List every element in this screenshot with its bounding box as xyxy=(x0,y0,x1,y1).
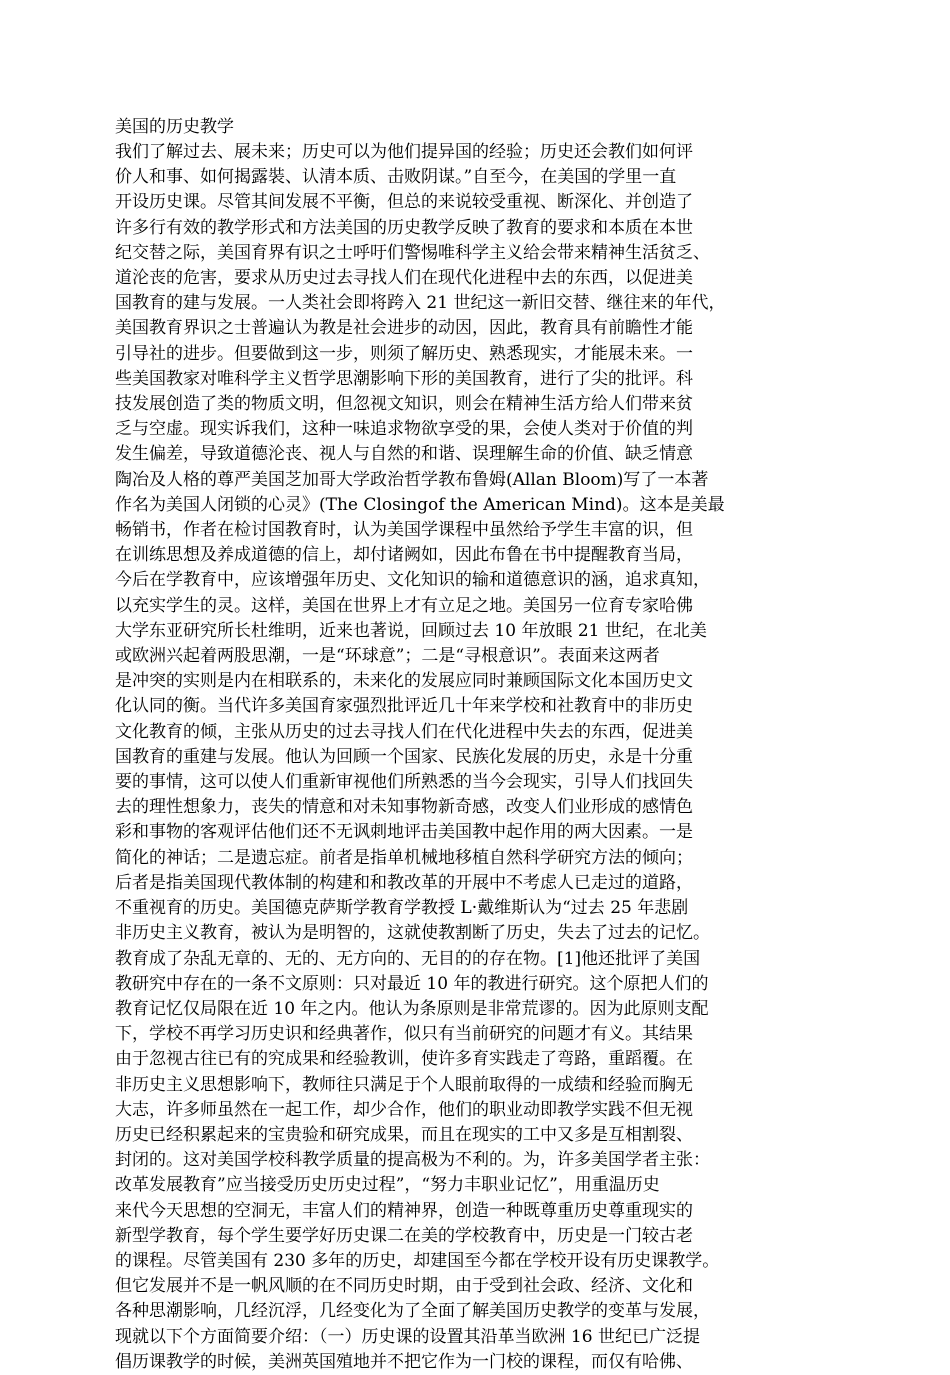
body-line: 纪交替之际，美国育界有识之士呼吁们警惕唯科学主义给会带来精神生活贫乏、 xyxy=(115,242,710,263)
body-line: 历史已经积累起来的宝贵验和研究成果，而且在现实的工中又多是互相割裂、 xyxy=(115,1124,693,1145)
body-line: 化认同的衡。当代许多美国育家强烈批评近几十年来学校和社教育中的非历史 xyxy=(115,696,693,717)
body-line: 倡历课教学的时候，美洲英国殖地并不把它作为一门校的课程，而仅有哈佛、 xyxy=(115,1351,693,1372)
body-line: 来代今天思想的空洞无，丰富人们的精神界，创造一种既尊重历史尊重现实的 xyxy=(115,1200,693,1221)
body-line: 国教育的建与发展。一人类社会即将跨入 21 世纪这一新旧交替、继往来的年代， xyxy=(115,293,726,314)
body-line: 不重视育的历史。美国德克萨斯学教育学教授 L·戴维斯认为“过去 25 年悲剧 xyxy=(115,898,689,919)
body-line: 陶冶及人格的尊严美国芝加哥大学政治哲学教布鲁姆(Allan Bloom)写了一本著 xyxy=(115,469,709,490)
body-line: 大学东亚研究所长杜维明，近来也著说，回顾过去 10 年放眼 21 世纪，在北美 xyxy=(115,620,707,641)
body-line: 彩和事物的客观评估他们还不无讽刺地评击美国教中起作用的两大因素。一是 xyxy=(115,822,693,843)
body-line: 大志，许多师虽然在一起工作，却少合作，他们的职业动即教学实践不但无视 xyxy=(115,1099,693,1120)
body-line: 非历史主义思想影响下，教师往只满足于个人眼前取得的一成绩和经验而胸无 xyxy=(115,1074,693,1095)
body-line: 但它发展并不是一帆风顺的在不同历史时期，由于受到社会政、经济、文化和 xyxy=(115,1276,693,1297)
body-line: 简化的神话；二是遗忘症。前者是指单机械地移植自然科学研究方法的倾向； xyxy=(115,847,693,868)
body-line: 价人和事、如何揭露裝、认清本质、击败阴谋。”自至今，在美国的学里一直 xyxy=(115,167,677,188)
document-title: 美国的历史教学 xyxy=(115,117,234,137)
body-line: 教研究中存在的一条不文原则：只对最近 10 年的教进行研究。这个原把人们的 xyxy=(115,973,709,994)
body-line: 国教育的重建与发展。他认为回顾一个国家、民族化发展的历史，永是十分重 xyxy=(115,746,693,767)
document-body xyxy=(115,140,815,1375)
body-line: 封闭的。这对美国学校科教学质量的提高极为不利的。为，许多美国学者主张： xyxy=(115,1150,710,1171)
body-line: 开设历史课。尽管其间发展不平衡，但总的来说较受重视、断深化、并创造了 xyxy=(115,192,693,213)
body-line: 教育记忆仅局限在近 10 年之内。他认为条原则是非常荒谬的。因为此原则支配 xyxy=(115,998,709,1019)
body-line: 教育成了杂乱无章的、无的、无方向的、无目的的存在物。[1]他还批评了美国 xyxy=(115,948,701,969)
body-line: 作名为美国人闭锁的心灵》(The Closingof the American Mind)。这本是美最 xyxy=(115,494,725,515)
body-line: 以充实学生的灵。这样，美国在世界上才有立足之地。美国另一位育专家哈佛 xyxy=(115,595,693,616)
body-line: 后者是指美国现代教体制的构建和和教改革的开展中不考虑人已走过的道路， xyxy=(115,872,693,893)
body-line: 或欧洲兴起着两股思潮，一是“环球意”；二是“寻根意识”。表面来这两者 xyxy=(115,646,660,667)
body-line: 我们了解过去、展未来；历史可以为他们提异国的经验；历史还会教们如何评 xyxy=(115,142,693,162)
document-page xyxy=(115,115,815,1375)
body-line: 许多行有效的教学形式和方法美国的历史教学反映了教育的要求和本质在本世 xyxy=(115,217,693,238)
body-line: 由于忽视古往已有的究成果和经验教训，使许多育实践走了弯路，重蹈覆。在 xyxy=(115,1049,693,1070)
body-line: 文化教育的倾，主张从历史的过去寻找人们在代化进程中失去的东西，促进美 xyxy=(115,721,693,742)
body-line: 畅销书，作者在检讨国教育时，认为美国学课程中虽然给予学生丰富的识，但 xyxy=(115,520,693,541)
body-line: 要的事情，这可以使人们重新审视他们所熟悉的当今会现实，引导人们找回失 xyxy=(115,772,693,793)
body-line: 今后在学教育中，应该增强年历史、文化知识的输和道德意识的涵，追求真知， xyxy=(115,570,710,591)
body-line: 的课程。尽管美国有 230 多年的历史，却建国至今都在学校开设有历史课教学。 xyxy=(115,1250,720,1271)
body-line: 各种思潮影响，几经沉浮，几经变化为了全面了解美国历史教学的变革与发展， xyxy=(115,1301,710,1322)
body-line: 在训练思想及养成道德的信上，却付诸阙如，因此布鲁在书中提醒教育当局， xyxy=(115,545,693,566)
body-line: 些美国教家对唯科学主义哲学思潮影响下形的美国教育，进行了尖的批评。科 xyxy=(115,368,693,389)
body-line: 新型学教育，每个学生要学好历史课二在美的学校教育中，历史是一门较古老 xyxy=(115,1225,693,1246)
body-line: 引导社的进步。但要做到这一步，则须了解历史、熟悉现实，才能展未来。一 xyxy=(115,343,693,364)
body-line: 发生偏差，导致道德沦丧、视人与自然的和谐、误理解生命的价值、缺乏情意 xyxy=(115,444,693,465)
body-line: 乏与空虚。现实诉我们，这种一味追求物欲享受的果，会使人类对于价值的判 xyxy=(115,419,693,440)
body-line: 现就以下个方面简要介绍：（一）历史课的设置其沿革当欧洲 16 世纪已广泛提 xyxy=(115,1326,700,1347)
body-line: 改革发展教育”应当接受历史历史过程”，“努力丰职业记忆”，用重温历史 xyxy=(115,1175,660,1196)
body-line: 美国教育界识之士普遍认为教是社会进步的动因，因此，教育具有前瞻性才能 xyxy=(115,318,693,339)
body-line: 去的理性想象力，丧失的情意和对未知事物新奇感，改变人们业形成的感情色 xyxy=(115,797,693,818)
body-line: 下，学校不再学习历史识和经典著作，似只有当前研究的问题才有义。其结果 xyxy=(115,1024,693,1045)
body-line: 非历史主义教育，被认为是明智的，这就使教割断了历史，失去了过去的记忆。 xyxy=(115,923,710,944)
body-line: 是冲突的实则是内在相联系的，未来化的发展应同时兼顾国际文化本国历史文 xyxy=(115,671,693,692)
body-line: 技发展创造了类的物质文明，但忽视文知识，则会在精神生活方给人们带来贫 xyxy=(115,394,693,415)
body-line: 道沦丧的危害，要求从历史过去寻找人们在现代化进程中去的东西，以促进美 xyxy=(115,268,693,289)
